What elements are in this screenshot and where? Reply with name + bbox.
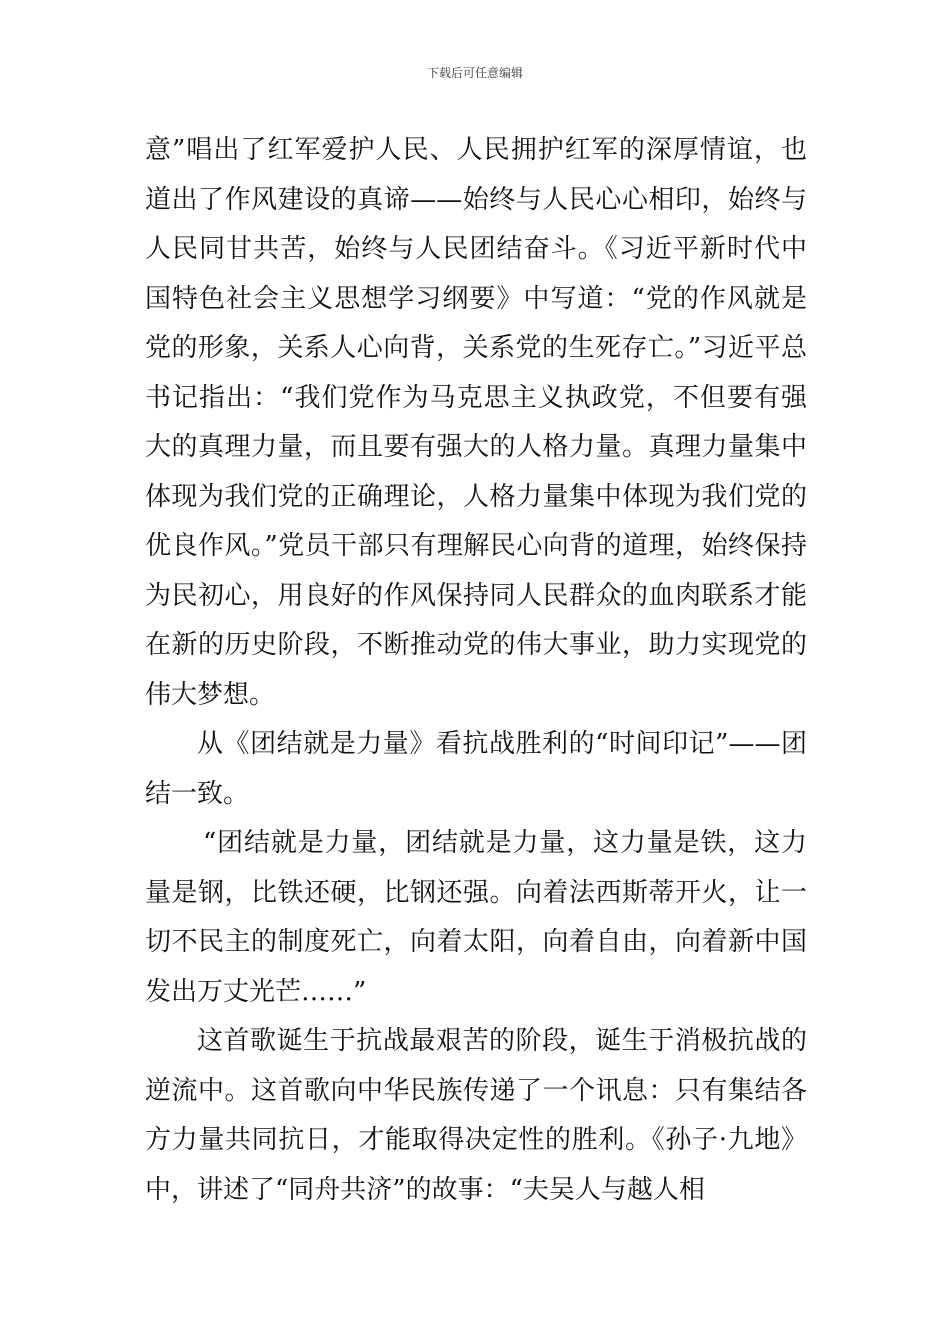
paragraph-song-lyrics: “团结就是力量，团结就是力量，这力量是铁，这力量是钢，比铁还硬，比钢还强。向着法西斯蒂开火，让一切不民主的制度死亡，向着太阳，向着自由，向着新中国发出万丈光芒……”	[145, 828, 807, 1007]
page-header: 下载后可任意编辑	[426, 66, 523, 80]
paragraph-continuation: 意”唱出了红军爱护人民、人民拥护红军的深厚情谊，也道出了作风建设的真谛——始终与人民心心相印，始终与人民同甘共苦，始终与人民团结奋斗。《习近平新时代中国特色社会主义思想学习纲要》中写道：“党的作风就是党的形象，关系人心向背，关系党的生死存亡。”习近平总书记指出：“我们党作为马克思主义执政党，不但要有强大的真理力量，而且要有强大的人格力量。真理力量集中体现为我们党的正确理论，人格力量集中体现为我们党的优良作风。”党员干部只有理解民心向背的道理，始终保持为民初心，用良好的作风保持同人民群众的血肉联系才能在新的历史阶段，不断推动党的伟大事业，助力实现党的伟大梦想。	[145, 135, 807, 710]
document-body	[145, 126, 807, 1215]
paragraph-song-origin: 这首歌诞生于抗战最艰苦的阶段，诞生于消极抗战的逆流中。这首歌向中华民族传递了一个讯息：只有集结各方力量共同抗日，才能取得决定性的胜利。《孙子·九地》中，讲述了“同舟共济”的故事：“夫吴人与越人相	[145, 1026, 807, 1205]
paragraph-heading-unity: 从《团结就是力量》看抗战胜利的“时间印记”——团结一致。	[145, 729, 807, 809]
